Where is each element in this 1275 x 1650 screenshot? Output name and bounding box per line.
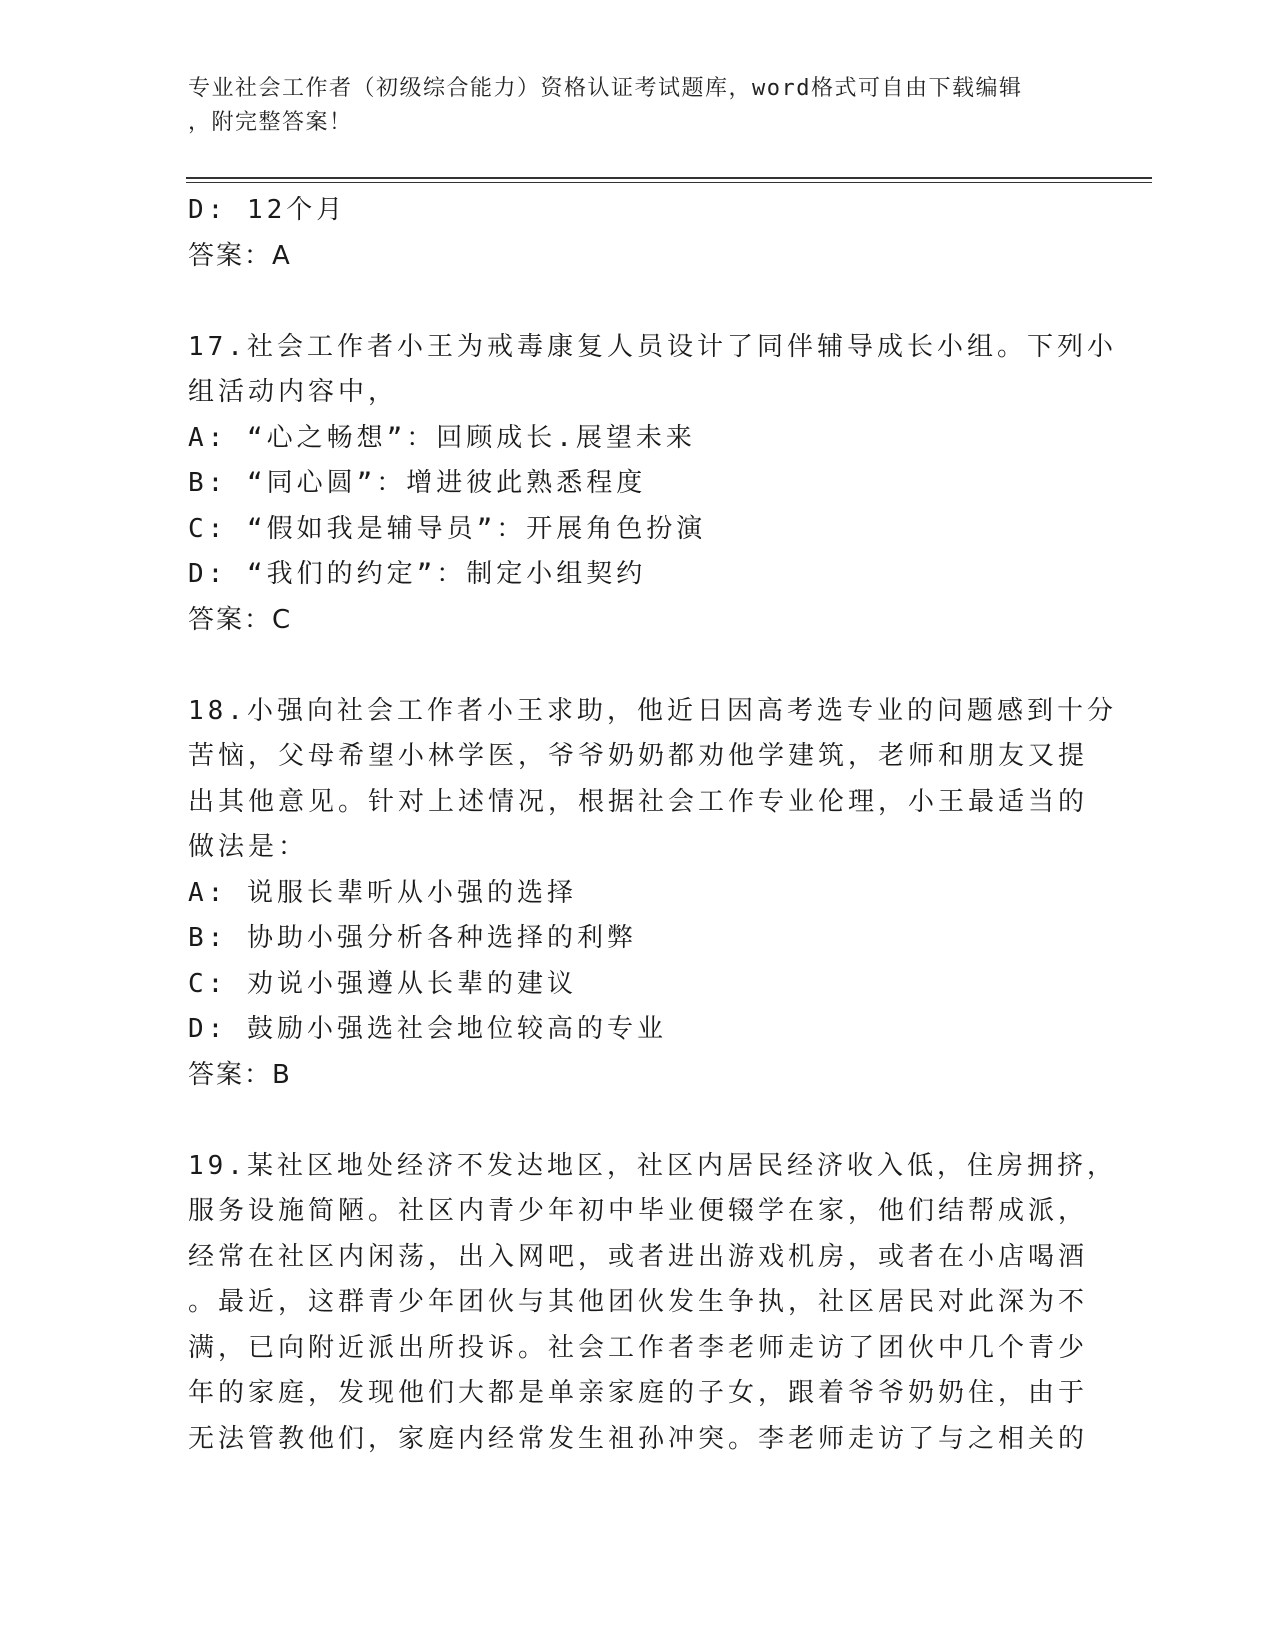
option-a: A: “心之畅想”：回顾成长.展望未来 xyxy=(188,422,696,453)
document-body xyxy=(188,188,1117,1462)
question-text: 17.社会工作者小王为戒毒康复人员设计了同伴辅导成长小组。下列小 xyxy=(188,331,1117,362)
option-d: D: 鼓励小强选社会地位较高的专业 xyxy=(188,1014,667,1044)
question-text: 19.某社区地处经济不发达地区，社区内居民经济收入低，住房拥挤， xyxy=(188,1150,1117,1181)
option-d: D: 12个月 xyxy=(188,195,347,225)
header-rule-thin xyxy=(186,182,1152,183)
question-text: 年的家庭，发现他们大都是单亲家庭的子女，跟着爷爷奶奶住，由于 xyxy=(188,1378,1089,1408)
option-d: D: “我们的约定”：制定小组契约 xyxy=(188,559,647,589)
question-text: 。最近，这群青少年团伙与其他团伙发生争执，社区居民对此深为不 xyxy=(188,1287,1089,1317)
question-text: 出其他意见。针对上述情况，根据社会工作专业伦理，小王最适当的 xyxy=(188,786,1089,817)
question-17 xyxy=(188,325,1117,644)
option-b: B: “同心圆”：增进彼此熟悉程度 xyxy=(188,468,647,498)
option-c: C: “假如我是辅导员”：开展角色扮演 xyxy=(188,513,707,544)
question-text: 做法是： xyxy=(188,832,309,862)
header-rule-thick xyxy=(186,177,1152,179)
answer: 答案：B xyxy=(188,1059,292,1090)
question-text: 18.小强向社会工作者小王求助，他近日因高考选专业的问题感到十分 xyxy=(188,695,1117,726)
header-line-1: 专业社会工作者（初级综合能力）资格认证考试题库，word格式可自由下载编辑 xyxy=(188,76,1023,101)
spacer xyxy=(188,279,1088,325)
question-text: 服务设施简陋。社区内青少年初中毕业便辍学在家，他们结帮成派， xyxy=(188,1196,1089,1226)
question-19 xyxy=(188,1144,1117,1463)
answer: 答案：C xyxy=(188,604,293,635)
question-18 xyxy=(188,689,1117,1099)
question-16-tail xyxy=(188,188,1088,279)
question-text: 组活动内容中， xyxy=(188,377,399,407)
option-c: C: 劝说小强遵从长辈的建议 xyxy=(188,968,577,999)
header-line-2: ，附完整答案！ xyxy=(188,110,353,135)
answer: 答案：A xyxy=(188,240,292,271)
spacer xyxy=(188,1098,1088,1144)
option-b: B: 协助小强分析各种选择的利弊 xyxy=(188,923,637,953)
question-text: 无法管教他们，家庭内经常发生祖孙冲突。李老师走访了与之相关的 xyxy=(188,1423,1089,1454)
spacer xyxy=(188,643,1088,689)
question-text: 经常在社区内闲荡，出入网吧，或者进出游戏机房，或者在小店喝酒 xyxy=(188,1241,1089,1272)
question-text: 满，已向附近派出所投诉。社会工作者李老师走访了团伙中几个青少 xyxy=(188,1332,1089,1363)
option-a: A: 说服长辈听从小强的选择 xyxy=(188,877,577,908)
question-text: 苦恼，父母希望小林学医，爷爷奶奶都劝他学建筑，老师和朋友又提 xyxy=(188,741,1089,771)
document-header xyxy=(188,72,1068,140)
